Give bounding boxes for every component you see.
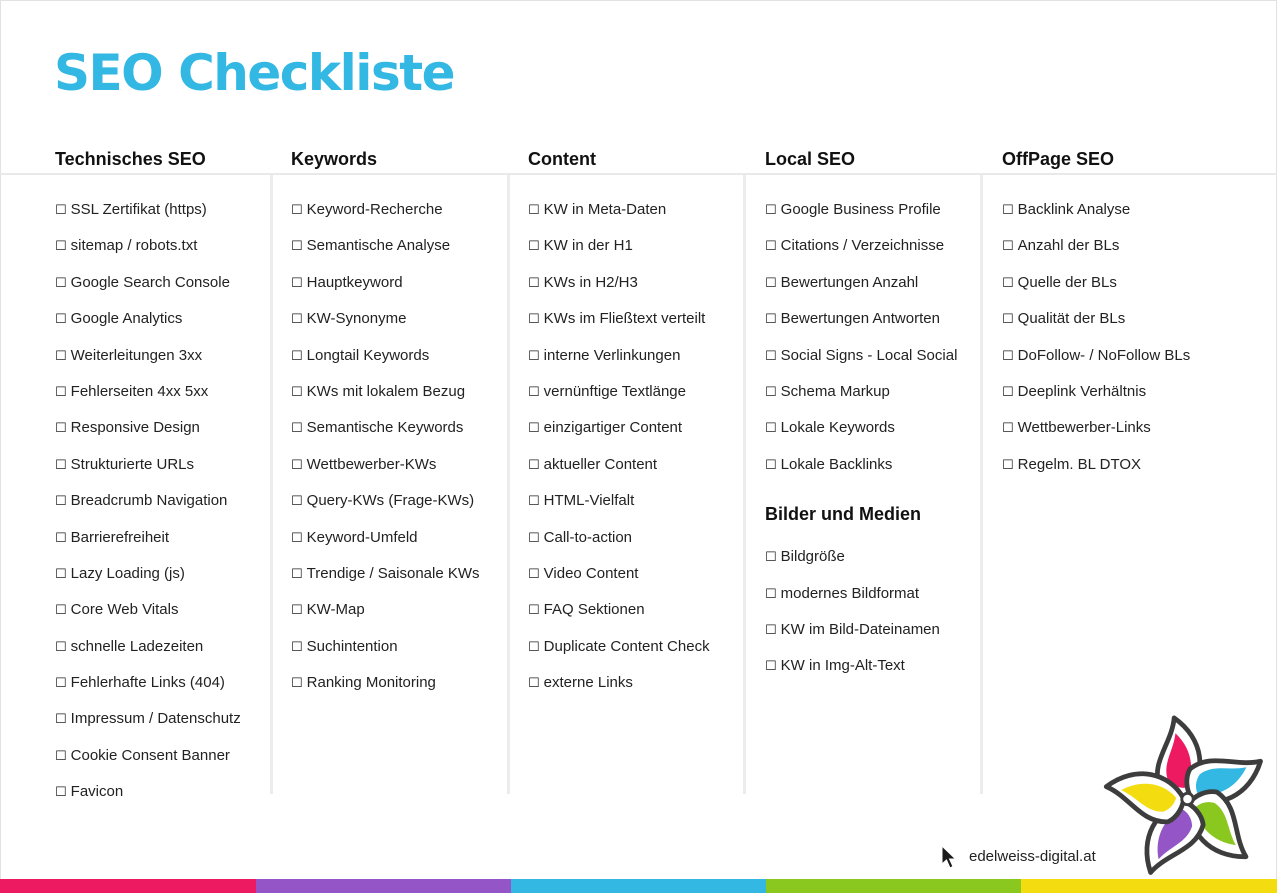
checklist-item[interactable]: [765, 447, 995, 483]
checklist-item[interactable]: [291, 228, 521, 264]
checklist-item-label: Deeplink Verhältnis: [1017, 382, 1147, 400]
checkbox-icon[interactable]: ☐: [528, 676, 540, 692]
checklist-item[interactable]: [291, 192, 521, 228]
checklist-item-label: Anzahl der BLs: [1017, 237, 1120, 255]
checklist-item-label: Longtail Keywords: [306, 346, 430, 364]
checklist-item-label: Schema Markup: [780, 382, 890, 400]
checkbox-icon[interactable]: ☐: [55, 748, 67, 764]
checklist-item[interactable]: [765, 338, 995, 374]
checkbox-icon[interactable]: ☐: [1002, 239, 1014, 255]
color-bar-pink: [0, 879, 256, 893]
checklist-item[interactable]: [1002, 192, 1232, 228]
checklist-item-label: KWs mit lokalem Bezug: [306, 382, 466, 400]
checklist-item[interactable]: [765, 228, 995, 264]
checklist-item[interactable]: [55, 701, 285, 737]
checklist-item-label: interne Verlinkungen: [543, 346, 681, 364]
checkbox-icon[interactable]: ☐: [55, 566, 67, 582]
checklist-item[interactable]: [291, 520, 521, 556]
checkbox-icon[interactable]: ☐: [291, 348, 303, 364]
checklist-item[interactable]: [528, 665, 758, 701]
checklist-item-label: Citations / Verzeichnisse: [780, 237, 945, 255]
checkbox-icon[interactable]: ☐: [55, 530, 67, 546]
checklist-item[interactable]: [291, 665, 521, 701]
checklist-item[interactable]: [765, 648, 995, 684]
checklist-item[interactable]: [528, 338, 758, 374]
checklist-item-label: Ranking Monitoring: [306, 674, 436, 692]
checklist-item[interactable]: [1002, 265, 1232, 301]
checkbox-icon[interactable]: ☐: [1002, 457, 1014, 473]
checkbox-icon[interactable]: ☐: [528, 239, 540, 255]
checklist-item-label: Barrierefreiheit: [70, 528, 170, 546]
checkbox-icon[interactable]: ☐: [291, 530, 303, 546]
checklist-item-label: Weiterleitungen 3xx: [70, 346, 203, 364]
checklist-item-label: Strukturierte URLs: [70, 455, 195, 473]
checkbox-icon[interactable]: ☐: [765, 203, 777, 218]
checkbox-icon[interactable]: ☐: [55, 275, 67, 291]
checkbox-icon[interactable]: ☐: [765, 457, 777, 473]
checklist-item-label: Bewertungen Antworten: [780, 310, 940, 328]
checklist-item[interactable]: [528, 483, 758, 519]
checklist-item[interactable]: [528, 556, 758, 592]
checklist-item[interactable]: [55, 592, 285, 628]
checklist-item[interactable]: [528, 629, 758, 665]
checkbox-icon[interactable]: ☐: [55, 203, 67, 218]
checklist-item[interactable]: [291, 410, 521, 446]
checkbox-icon[interactable]: ☐: [528, 203, 540, 218]
checklist: [528, 192, 758, 701]
checkbox-icon[interactable]: ☐: [291, 384, 303, 400]
column-heading: OffPage SEO: [1002, 149, 1115, 169]
checkbox-icon[interactable]: ☐: [528, 603, 540, 619]
checklist-item[interactable]: [55, 774, 285, 810]
checklist-item-label: Fehlerseiten 4xx 5xx: [70, 382, 209, 400]
checkbox-icon[interactable]: ☐: [765, 312, 777, 328]
checklist-item-label: Suchintention: [306, 637, 398, 655]
checklist-item[interactable]: [55, 483, 285, 519]
checklist: [1002, 192, 1232, 483]
checklist: [765, 192, 995, 483]
checklist-item[interactable]: [765, 539, 995, 575]
checklist-item-label: Regelm. BL DTOX: [1017, 455, 1142, 473]
checklist-item[interactable]: [765, 410, 995, 446]
column-local-seo: [765, 148, 995, 685]
checklist-item-label: modernes Bildformat: [780, 584, 920, 602]
checkbox-icon[interactable]: ☐: [528, 384, 540, 400]
checkbox-icon[interactable]: ☐: [765, 550, 777, 566]
checklist-item[interactable]: [291, 338, 521, 374]
checkbox-icon[interactable]: ☐: [55, 603, 67, 619]
checklist-item[interactable]: [528, 520, 758, 556]
checklist-item[interactable]: [528, 265, 758, 301]
checkbox-icon[interactable]: ☐: [55, 712, 67, 728]
checklist-item-label: SSL Zertifikat (https): [70, 201, 207, 218]
checklist-item-label: einzigartiger Content: [543, 419, 683, 437]
checklist-item[interactable]: [1002, 374, 1232, 410]
checklist-item-label: Cookie Consent Banner: [70, 746, 230, 764]
checkbox-icon[interactable]: ☐: [55, 312, 67, 328]
checklist-item-label: Keyword-Recherche: [306, 201, 443, 218]
checklist: [291, 192, 521, 701]
checklist-item[interactable]: [1002, 338, 1232, 374]
checkbox-icon[interactable]: ☐: [528, 639, 540, 655]
checkbox-icon[interactable]: ☐: [1002, 275, 1014, 291]
checklist-item[interactable]: [765, 301, 995, 337]
checklist-item-label: Google Search Console: [70, 273, 230, 291]
checkbox-icon[interactable]: ☐: [528, 312, 540, 328]
checkbox-icon[interactable]: ☐: [55, 348, 67, 364]
checklist-item-label: Core Web Vitals: [70, 601, 179, 619]
checkbox-icon[interactable]: ☐: [528, 494, 540, 510]
checklist-item-label: Hauptkeyword: [306, 273, 403, 291]
checklist-item[interactable]: [528, 410, 758, 446]
checkbox-icon[interactable]: ☐: [765, 384, 777, 400]
checklist-item-label: Breadcrumb Navigation: [70, 492, 228, 510]
checklist-item[interactable]: [765, 192, 995, 228]
column-technisches-seo: [55, 148, 285, 811]
checklist-item-label: Lazy Loading (js): [70, 564, 185, 582]
checklist-item[interactable]: [528, 592, 758, 628]
checklist-item-label: Keyword-Umfeld: [306, 528, 418, 546]
checklist-item[interactable]: [55, 447, 285, 483]
checkbox-icon[interactable]: ☐: [55, 457, 67, 473]
checklist-item-label: KW in Meta-Daten: [543, 201, 667, 218]
checklist-item-label: Backlink Analyse: [1017, 201, 1131, 218]
color-bar-purple: [256, 879, 511, 893]
checkbox-icon[interactable]: ☐: [55, 421, 67, 437]
checklist-item-label: Trendige / Saisonale KWs: [306, 564, 480, 582]
checkbox-icon[interactable]: ☐: [291, 275, 303, 291]
checklist-item-label: Bewertungen Anzahl: [780, 273, 919, 291]
checklist-item[interactable]: [55, 520, 285, 556]
checklist-item-label: externe Links: [543, 674, 633, 692]
checklist-item-label: aktueller Content: [543, 455, 658, 473]
checkbox-icon[interactable]: ☐: [291, 312, 303, 328]
checklist-item-label: Fehlerhafte Links (404): [70, 674, 225, 692]
column-heading: Technisches SEO: [55, 149, 206, 169]
checklist-item-label: KW-Synonyme: [306, 310, 407, 328]
checklist-item[interactable]: [291, 629, 521, 665]
checklist-item-label: Lokale Keywords: [780, 419, 895, 437]
checklist-item[interactable]: [528, 374, 758, 410]
checkbox-icon[interactable]: ☐: [528, 348, 540, 364]
checklist-item[interactable]: [55, 738, 285, 774]
checklist-item[interactable]: [291, 265, 521, 301]
checklist-item[interactable]: [528, 301, 758, 337]
checklist-item[interactable]: [765, 265, 995, 301]
checklist-item-label: KW in Img-Alt-Text: [780, 657, 905, 675]
checklist-item-label: Video Content: [543, 564, 639, 582]
checklist-item-label: HTML-Vielfalt: [543, 492, 635, 510]
page-title: SEO Checkliste: [54, 44, 455, 102]
checklist-item[interactable]: [291, 374, 521, 410]
checklist-item[interactable]: [1002, 447, 1232, 483]
checklist-item[interactable]: [528, 447, 758, 483]
column-content: [528, 148, 758, 701]
cursor-icon: [940, 845, 960, 871]
checklist-item-label: Wettbewerber-KWs: [306, 455, 437, 473]
checkbox-icon[interactable]: ☐: [291, 239, 303, 255]
checkbox-icon[interactable]: ☐: [291, 203, 303, 218]
checklist-item-label: KW-Map: [306, 601, 365, 619]
checklist-item[interactable]: [55, 301, 285, 337]
website-url[interactable]: edelweiss-digital.at: [969, 848, 1096, 865]
checkbox-icon[interactable]: ☐: [55, 239, 67, 255]
checklist-item[interactable]: [528, 228, 758, 264]
checklist-item-label: Google Business Profile: [780, 201, 941, 218]
checkbox-icon[interactable]: ☐: [291, 494, 303, 510]
checkbox-icon[interactable]: ☐: [765, 622, 777, 638]
checkbox-icon[interactable]: ☐: [55, 494, 67, 510]
checklist-item-label: KWs im Fließtext verteilt: [543, 310, 706, 328]
checkbox-icon[interactable]: ☐: [528, 275, 540, 291]
section-heading-media: Bilder und Medien: [765, 504, 922, 525]
column-heading: Content: [528, 149, 596, 169]
checklist-item[interactable]: [291, 556, 521, 592]
checklist-item[interactable]: [291, 483, 521, 519]
checkbox-icon[interactable]: ☐: [291, 421, 303, 437]
checklist-item[interactable]: [55, 410, 285, 446]
checklist-item[interactable]: [55, 374, 285, 410]
checklist-item[interactable]: [291, 447, 521, 483]
checkbox-icon[interactable]: ☐: [765, 275, 777, 291]
checkbox-icon[interactable]: ☐: [1002, 421, 1014, 437]
checklist-item-label: Duplicate Content Check: [543, 637, 710, 655]
checklist-item-label: Wettbewerber-Links: [1017, 419, 1151, 437]
checklist-item-label: FAQ Sektionen: [543, 601, 645, 619]
checkbox-icon[interactable]: ☐: [291, 603, 303, 619]
color-bar-blue: [511, 879, 766, 893]
checkbox-icon[interactable]: ☐: [55, 676, 67, 692]
checklist-item-label: Google Analytics: [70, 310, 183, 328]
checklist-item[interactable]: [765, 576, 995, 612]
checkbox-icon[interactable]: ☐: [528, 421, 540, 437]
checklist-item-label: Query-KWs (Frage-KWs): [306, 492, 475, 510]
checkbox-icon[interactable]: ☐: [291, 566, 303, 582]
checklist-item[interactable]: [765, 374, 995, 410]
checklist-item-label: KW im Bild-Dateinamen: [780, 620, 940, 638]
checklist-item-label: Social Signs - Local Social: [780, 346, 958, 364]
checkbox-icon[interactable]: ☐: [1002, 203, 1014, 218]
checklist-item-label: Semantische Analyse: [306, 237, 451, 255]
checklist-item[interactable]: [291, 301, 521, 337]
checklist-item-label: KW in der H1: [543, 237, 633, 255]
edelweiss-flower-logo-icon: [1100, 715, 1275, 883]
checklist-item-label: Call-to-action: [543, 528, 633, 546]
checklist-item[interactable]: [1002, 301, 1232, 337]
checklist-item[interactable]: [528, 192, 758, 228]
checkbox-icon[interactable]: ☐: [291, 457, 303, 473]
checklist-item-label: KWs in H2/H3: [543, 273, 638, 291]
checkbox-icon[interactable]: ☐: [765, 421, 777, 437]
checkbox-icon[interactable]: ☐: [291, 676, 303, 692]
checklist-item-label: Qualität der BLs: [1017, 310, 1126, 328]
checklist-item[interactable]: [765, 612, 995, 648]
checkbox-icon[interactable]: ☐: [528, 457, 540, 473]
checkbox-icon[interactable]: ☐: [291, 639, 303, 655]
checkbox-icon[interactable]: ☐: [1002, 384, 1014, 400]
checklist-item-label: DoFollow- / NoFollow BLs: [1017, 346, 1191, 364]
checklist-item-label: vernünftige Textlänge: [543, 382, 686, 400]
checklist-item-label: Bildgröße: [780, 548, 845, 566]
checklist-media: [765, 539, 995, 685]
color-bar-green: [766, 879, 1021, 893]
column-keywords: [291, 148, 521, 701]
checklist-item-label: Lokale Backlinks: [780, 455, 893, 473]
checklist-item-label: sitemap / robots.txt: [70, 237, 198, 255]
color-bar-yellow: [1021, 879, 1277, 893]
column-heading: Keywords: [291, 149, 378, 169]
checkbox-icon[interactable]: ☐: [765, 659, 777, 675]
checklist-item-label: schnelle Ladezeiten: [70, 637, 204, 655]
checklist-item[interactable]: [55, 338, 285, 374]
checkbox-icon[interactable]: ☐: [528, 566, 540, 582]
checklist: [55, 192, 285, 811]
checklist-item-label: Impressum / Datenschutz: [70, 710, 241, 728]
checklist-item[interactable]: [55, 228, 285, 264]
checklist-item[interactable]: [1002, 410, 1232, 446]
checkbox-icon[interactable]: ☐: [55, 384, 67, 400]
checkbox-icon[interactable]: ☐: [55, 785, 67, 801]
checkbox-icon[interactable]: ☐: [1002, 312, 1014, 328]
checklist-item[interactable]: [291, 592, 521, 628]
checklist-item-label: Semantische Keywords: [306, 419, 464, 437]
checklist-item-label: Favicon: [70, 783, 124, 801]
checkbox-icon[interactable]: ☐: [528, 530, 540, 546]
checklist-item[interactable]: [55, 192, 285, 228]
checklist-item[interactable]: [55, 629, 285, 665]
checklist-item[interactable]: [1002, 228, 1232, 264]
checklist-item-label: Responsive Design: [70, 419, 200, 437]
checkbox-icon[interactable]: ☐: [765, 239, 777, 255]
checklist-item[interactable]: [55, 265, 285, 301]
checkbox-icon[interactable]: ☐: [765, 586, 777, 602]
checkbox-icon[interactable]: ☐: [55, 639, 67, 655]
checklist-item[interactable]: [55, 556, 285, 592]
column-offpage-seo: [1002, 148, 1232, 483]
checklist-item[interactable]: [55, 665, 285, 701]
column-heading: Local SEO: [765, 149, 856, 169]
checkbox-icon[interactable]: ☐: [765, 348, 777, 364]
checkbox-icon[interactable]: ☐: [1002, 348, 1014, 364]
checklist-item-label: Quelle der BLs: [1017, 273, 1117, 291]
